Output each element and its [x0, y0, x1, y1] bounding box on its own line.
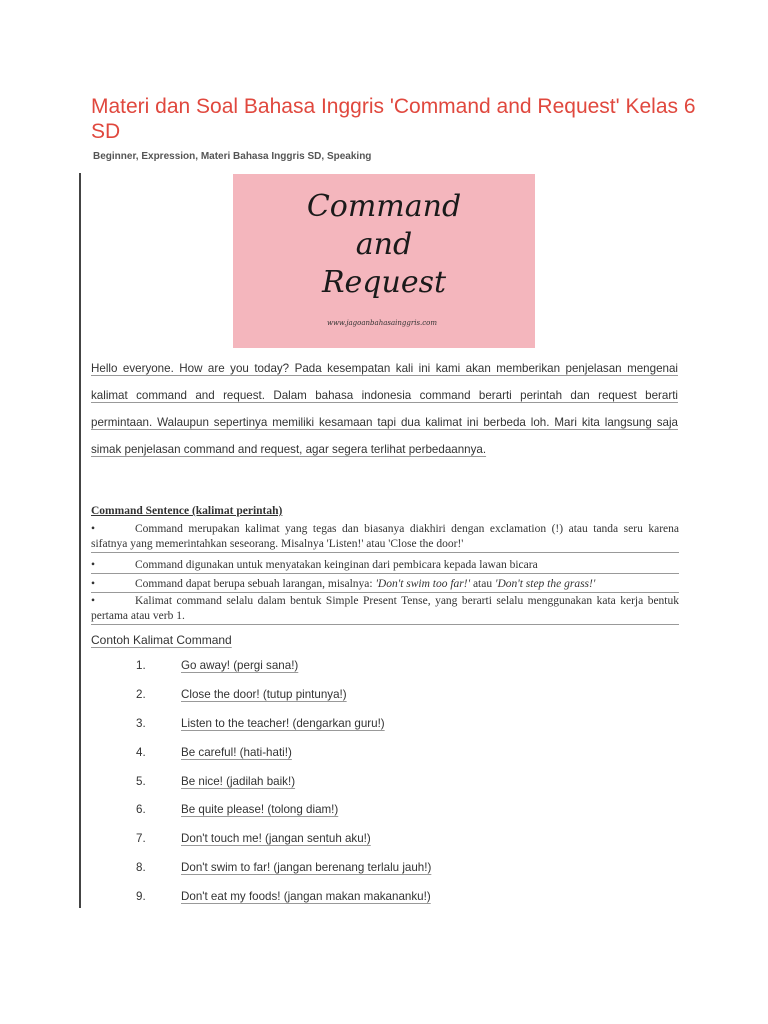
examples-title: Contoh Kalimat Command: [91, 633, 232, 647]
banner-line-and: and: [355, 227, 413, 262]
example-item-9: [136, 890, 431, 903]
example-item-4: [136, 746, 292, 759]
example-item-7: [136, 832, 371, 845]
example-number: 7.: [136, 832, 146, 845]
bullet-text: Command merupakan kalimat yang tegas dan biasanya diakhiri dengan exclamation (!) atau tanda seru karena sifatnya yang memerintahkan seseorang. Misalnya 'Listen!' atau 'Close the door!': [91, 523, 679, 550]
example-text: Be quite please! (tolong diam!): [181, 803, 339, 816]
example-item-6: [136, 803, 338, 816]
example-number: 8.: [136, 861, 146, 874]
command-section-title: Command Sentence (kalimat perintah): [91, 505, 283, 517]
example-text: Don't swim to far! (jangan berenang terlalu jauh!): [181, 861, 432, 874]
example-number: 5.: [136, 775, 146, 788]
example-text: Don't touch me! (jangan sentuh aku!): [181, 832, 371, 845]
bullet-dot: •: [91, 523, 96, 535]
bullet-dot: •: [91, 578, 96, 590]
command-bullet-3: [91, 577, 679, 593]
bullet-text: Command dapat berupa sebuah larangan, misalnya:: [135, 578, 376, 590]
command-bullet-4: [91, 594, 679, 625]
bullet-text: Command digunakan untuk menyatakan keinginan dari pembicara kepada lawan bicara: [135, 559, 538, 571]
command-bullet-2: [91, 558, 679, 574]
example-text: Go away! (pergi sana!): [181, 659, 299, 672]
bullet-dot: •: [91, 595, 96, 607]
bullet-example-2: 'Don't step the grass!': [494, 578, 596, 590]
example-text: Don't eat my foods! (jangan makan makananku!): [181, 890, 431, 903]
intro-paragraph: Hello everyone. How are you today? Pada kesempatan kali ini kami akan memberikan penjelasan mengenai kalimat command and request. Dalam bahasa indonesia command berarti perintah dan request berarti permintaan. Walaupun sepertinya memiliki kesamaan tapi dua kalimat ini berbeda loh. Mari kita langsung saja simak penjelasan command and request, agar segera terlihat perbedaannya.: [91, 362, 678, 456]
example-item-2: [136, 688, 347, 701]
article-tags[interactable]: Beginner, Expression, Materi Bahasa Inggris SD, Speaking: [93, 151, 372, 162]
banner-image: [233, 174, 535, 348]
example-text: Listen to the teacher! (dengarkan guru!): [181, 717, 385, 730]
example-text: Be nice! (jadilah baik!): [181, 775, 296, 788]
example-number: 2.: [136, 688, 146, 701]
example-text: Close the door! (tutup pintunya!): [181, 688, 347, 701]
example-number: 6.: [136, 803, 146, 816]
example-number: 1.: [136, 659, 146, 672]
example-number: 3.: [136, 717, 146, 730]
bullet-connector: atau: [470, 578, 495, 590]
example-item-3: [136, 717, 385, 730]
left-border-line: [79, 173, 81, 908]
banner-url: www.jagoanbahasainggris.com: [326, 319, 438, 327]
example-number: 9.: [136, 890, 146, 903]
example-number: 4.: [136, 746, 146, 759]
example-text: Be careful! (hati-hati!): [181, 746, 292, 759]
banner-line-request: Request: [321, 265, 447, 300]
command-bullet-1: [91, 522, 679, 553]
bullet-text: Kalimat command selalu dalam bentuk Simple Present Tense, yang berarti selalu menggunakan kata kerja bentuk pertama atau verb 1.: [91, 595, 679, 622]
example-item-8: [136, 861, 431, 874]
bullet-dot: •: [91, 559, 96, 571]
bullet-example-1: 'Don't swim too far!': [375, 578, 471, 590]
banner-line-command: Command: [306, 189, 462, 224]
article-title: Materi dan Soal Bahasa Inggris 'Command and Request' Kelas 6 SD: [91, 95, 696, 143]
example-item-5: [136, 775, 295, 788]
example-item-1: [136, 659, 298, 672]
